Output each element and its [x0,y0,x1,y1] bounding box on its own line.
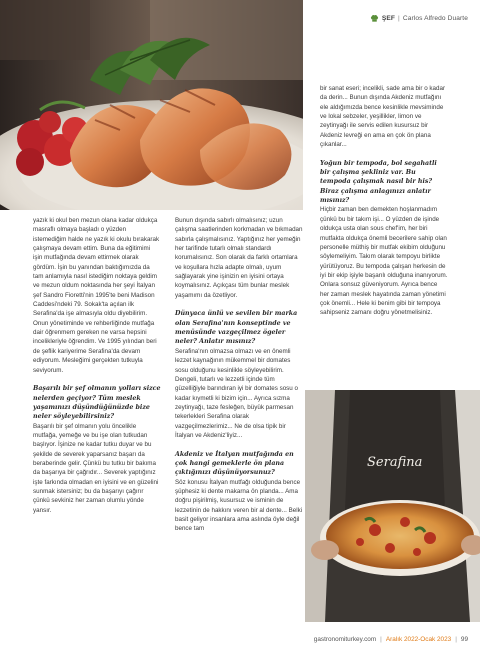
bottom-chef-photo [305,390,480,622]
paragraph: bir sanat eseri; incelikli, sade ama bir o kadar da derin... Bunun dışında Akdeniz mutfağını ele aldığımızda bence kesinlikle mevsiminde ve lokal sebzeler, yeşillikler, limon ve zeytinyağı ile servis edilen kusursuz bir Akdeniz levreği en ama en çok ön plana çıkanlar... [320,85,446,149]
top-food-photo [0,0,303,210]
paragraph: yazık ki okul ben mezun olana kadar oldukça masraflı olmaya başladı o yüzden istemediğim halde ne yazık ki okulu bırakarak çalışmaya devam ettim. Buna da eğitimimi işin mutfağında devam ettirmek olarak gördüm. İşin bu yanından baktığımızda da tam anlamıyla nasıl istediğim noktaya geldim ve mezun oldum noktasında her şeyi İtalyan şef Sandro Fioretti'nin 1995'te beni Madison Caddesi'ndeki 79. Sokak'ta açılan ilk Serafina'da işe almasıyla oldu diyebilirim. Onun yönetiminde ve rehberliğinde mutfağa dair öğrenmem gereken ne varsa hepsini incelikleriyle öğrendim. Ve 1995 yılından beri de şeflik kariyerime Serafina'da devam ediyorum. Mesleğimi gerçekten tutkuyla seviyorum. [33,217,160,374]
paragraph: Bunun dışında sabırlı olmalısınız; uzun çalışma saatlerinden korkmadan ve bıkmadan sabırla çalışmalısınız. Yaptığınız her yemeğin her tarifinde tutarlı olmalı standardı korumalısınız. Son olarak da farklı ortamlara ve koşullara hızla adapte olmalı, uyum sağlayarak yine işinizin en iyisini ortaya koymalısınız. Açıkçası tüm bunlar meslek yaşamımı da özetliyor. [175,217,303,299]
page-number: 99 [460,636,468,643]
paragraph: Serafina'nın olmazsa olmazı ve en önemli lezzet kaynağının mükemmel bir domates sosu olduğunu kesinlikle söyleyebilirim. Dengeli, tutarlı ve lezzetli içinde tüm güzelliğiyle barındıran iyi bir domates sosu o kadar kıymetli ki bizim için... Ayrıca sızma zeytinyağı, taze fesleğen, büyük parmesan tekerlekleri Serafina olarak vazgeçilmezlerimiz... Ne de olsa tipik bir İtalyan ve Akdeniz'liyiz... [175,347,298,439]
page-footer [314,636,468,643]
article-column-2 [175,216,303,534]
footer-separator: | [455,636,457,643]
paragraph: Hiçbir zaman ben demekten hoşlanmadım çünkü bu bir takım işi... O yüzden de işinde oldukça usta olan sous chef'im, her biri mutfakta oldukça önemli becerilere sahip olan personelle müthiş bir mutfak ekibim olduğunu söylemeliyim. Takım olarak tempoyu birlikte yürütüyoruz. Bu tempoda çalışan herkesin de iyi bir ekip işiyle başarılı olduğuna inanıyorum. Onlara sonsuz güveniyorum. Ayrıca bence her zaman meslek hayatında zaman yönetimi çok önemli... Hele ki benim gibi bir tempoya sahipseniz zamanı doğru yönetmelisiniz. [320,206,448,317]
section-label: ŞEF [381,15,396,22]
question-heading: Başarılı bir şef olmanın yolları sizce nelerden geçiyor? Tüm meslek yaşamınızı düşündüğünüzde bize neler söyleyebilirsiniz? [33,385,161,421]
issue-date: Aralık 2022-Ocak 2023 [385,636,452,643]
section-tag [370,14,468,23]
chef-holding-pizza-photo [305,390,480,622]
chef-name: Carlos Alfredo Duarte [402,15,468,22]
question-heading: Akdeniz ve İtalyan mutfağında en çok hangi gemeklerle ön plana çıktığınızı düşünüyorsunuz? [175,450,294,477]
chef-hat-icon [370,14,379,23]
section-separator: | [398,15,400,22]
website: gastronomiturkey.com [313,636,377,643]
question-heading: Dünyaca ünlü ve sevilen bir marka olan Serafina'nın konseptinde ve menüsünde vazgeçilmez ögeler neler? Anlatır mısınız? [175,310,298,346]
footer-separator: | [380,636,382,643]
article-column-3 [320,84,448,318]
paragraph: Başarılı bir şef olmanın yolu öncelikle mutfağa, yemeğe ve bu işe olan tutkudan başlıyor. İşinize ne kadar tutku duyar ve bu şekilde de severek yaparsanız başarı da beraberinde gelir. Çünkü bu tutku bir bakıma da başarıya bir çağrıdır... Severek yaptığınız işte farkında olmadan en iyisini ve en güzelini sunmak istersiniz; bu da başarıyı çağırır çünkü sevkiniz her zaman olumlu yönde yansır. [33,422,159,514]
apron-logo-text: Serafina [367,455,423,470]
paragraph: Söz konusu İtalyan mutfağı olduğunda bence şüphesiz ki dente makarna ön planda... Ama doğru pişirilmiş, kusursuz ve isminin de lezzetinin de hakkını veren bir al dente... Belki basit geliyor insanlara ama aslında öyle değil bence tam [175,478,303,533]
article-column-1 [33,216,161,515]
question-heading: Yoğun bir tempoda, bol segahatli bir çalışma şekliniz var. Bu tempoda çalışmak nasıl bir his? Biraz çalışma anlagınızı anlatır mısınız? [320,159,437,205]
plated-shrimp-photo [0,0,303,210]
